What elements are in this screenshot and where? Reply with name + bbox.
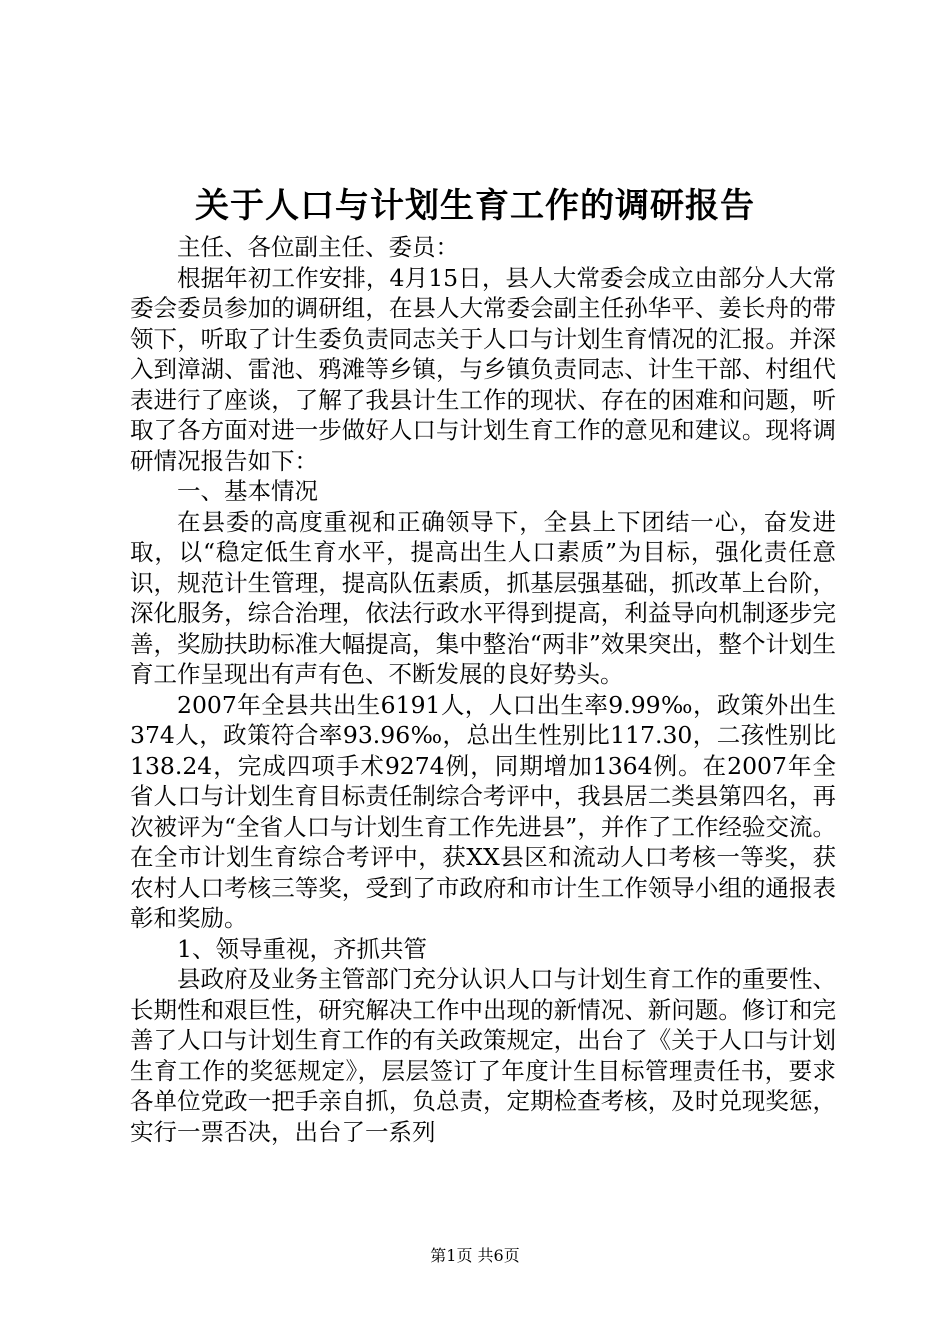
- subsection-heading-leadership: 1、领导重视，齐抓共管: [177, 934, 427, 963]
- salutation-paragraph: 主任、各位副主任、委员：: [177, 233, 459, 261]
- body-paragraph: 在县委的高度重视和正确领导下，全县上下团结一心，奋发进取，以“稳定低生育水平，提高出生人口素质”为目标，强化责任意识，规范计生管理，提高队伍素质，抓基层强基础，抓改革上台阶，深化服务，综合治理，依法行政水平得到提高，利益导向机制逐步完善，奖励扶助标准大幅提高，集中整治“两非”效果突出，整个计划生育工作呈现出有声有色、不断发展的良好势头。: [130, 507, 836, 688]
- section-heading-basic-situation: 一、基本情况: [177, 477, 318, 505]
- intro-paragraph: 根据年初工作安排，4月15日，县人大常委会成立由部分人大常委会委员参加的调研组，在县人大常委会副主任孙华平、姜长舟的带领下，听取了计生委负责同志关于人口与计划生育情况的汇报。并深入到漳湖、雷池、鸦滩等乡镇，与乡镇负责同志、计生干部、村组代表进行了座谈，了解了我县计生工作的现状、存在的困难和问题，听取了各方面对进一步做好人口与计划生育工作的意见和建议。现将调研情况报告如下：: [130, 263, 836, 475]
- page-number-footer: 第1页 共6页: [430, 1246, 520, 1265]
- statistics-paragraph: 2007年全县共出生6191人，人口出生率9.99‰，政策外出生374人，政策符合率93.96‰，总出生性别比117.30，二孩性别比138.24，完成四项手术9274例，同期增加1364例。在2007年全省人口与计划生育目标责任制综合考评中，我县居二类县第四名，再次被评为“全省人口与计划生育工作先进县”，并作了工作经验交流。在全市计划生育综合考评中，获XX县区和流动人口考核一等奖，获农村人口考核三等奖，受到了市政府和市计生工作领导小组的通报表彰和奖励。: [130, 690, 836, 932]
- body-paragraph: 县政府及业务主管部门充分认识人口与计划生育工作的重要性、长期性和艰巨性，研究解决工作中出现的新情况、新问题。修订和完善了人口与计划生育工作的有关政策规定，出台了《关于人口与计划生育工作的奖惩规定》，层层签订了年度计生目标管理责任书，要求各单位党政一把手亲自抓，负总责，定期检查考核，及时兑现奖惩，实行一票否决，出台了一系列: [130, 965, 836, 1146]
- page-title: 关于人口与计划生育工作的调研报告: [195, 186, 755, 226]
- document-body: [130, 232, 836, 1147]
